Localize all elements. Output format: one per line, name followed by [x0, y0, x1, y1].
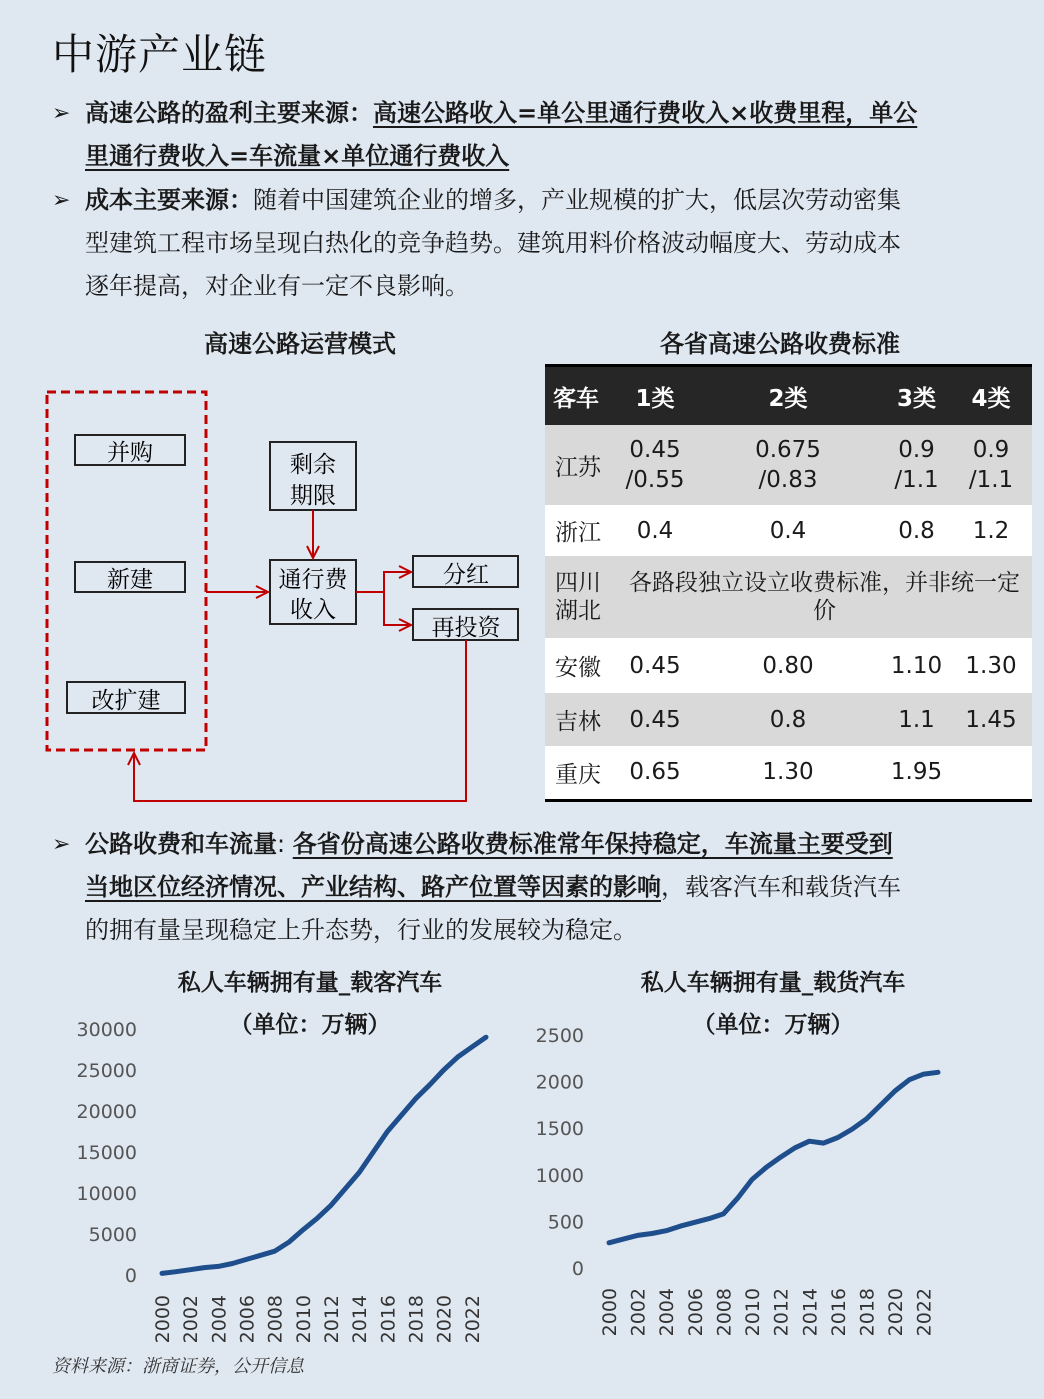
- y-tick-label: 2500: [535, 1025, 584, 1047]
- x-tick-label: 2010: [292, 1295, 315, 1344]
- page-title: 中游产业链: [52, 30, 268, 79]
- x-tick-label: 2004: [656, 1288, 679, 1337]
- header-vehicle: 客车: [545, 366, 617, 426]
- header-class-4: 4类: [950, 366, 1032, 426]
- box-merge-label: 并购: [107, 440, 153, 466]
- diagram-title: 高速公路运营模式: [204, 330, 396, 358]
- cell: 0.9 /1.1: [950, 425, 1032, 505]
- cell: 0.8: [883, 505, 950, 556]
- header-class-1: 1类: [617, 366, 693, 426]
- box-new-build-label: 新建: [107, 567, 153, 593]
- bullet-toll-traffic: [52, 823, 982, 952]
- table-row: [545, 638, 1032, 693]
- x-tick-label: 2008: [713, 1288, 736, 1337]
- cell: 1.30: [693, 746, 883, 800]
- y-tick-label: 2000: [535, 1071, 584, 1094]
- box-toll-income-label-1: 通行费: [278, 567, 348, 593]
- table-title: 各省高速公路收费标准: [660, 330, 900, 358]
- source-note: 资料来源：浙商证券，公开信息: [52, 1356, 304, 1377]
- x-tick-label: 2004: [208, 1295, 231, 1344]
- x-tick-label: 2016: [827, 1288, 850, 1337]
- cell: 0.675 /0.83: [693, 425, 883, 505]
- y-tick-label: 1000: [535, 1164, 584, 1187]
- chart2-subtitle: （单位：万辆）: [692, 1012, 854, 1038]
- table-row: [545, 505, 1032, 556]
- table-row: [545, 425, 1032, 505]
- chart1-title: 私人车辆拥有量_载客汽车: [177, 970, 443, 996]
- y-tick-label: 5000: [88, 1224, 137, 1246]
- bullet2-line3: 逐年提高，对企业有一定不良影响。: [85, 272, 469, 300]
- cell: 0.9 /1.1: [883, 425, 950, 505]
- x-tick-label: 2012: [770, 1288, 793, 1337]
- chart-cargo-vehicles: [530, 1010, 990, 1350]
- x-tick-label: 2020: [433, 1295, 456, 1344]
- row-province: 浙江: [545, 505, 617, 556]
- y-tick-label: 1500: [535, 1118, 584, 1141]
- cell: 0.45 /0.55: [617, 425, 693, 505]
- bullet1-line1: 高速公路收入=单公里通行费收入×收费里程，单公: [373, 99, 918, 127]
- y-tick-label: 0: [124, 1265, 137, 1287]
- series-line: [162, 1037, 486, 1273]
- cell: 0.4: [693, 505, 883, 556]
- arrow-bullet-icon: ➢: [52, 101, 71, 126]
- x-tick-label: 2010: [742, 1288, 765, 1337]
- table-row: [545, 746, 1032, 800]
- box-remaining-term-label-2: 期限: [290, 483, 336, 509]
- x-tick-label: 2002: [180, 1295, 203, 1344]
- bullet-cost-source: [52, 179, 982, 308]
- bullet3-line2: 当地区位经济情况、产业结构、路产位置等因素的影响: [85, 873, 661, 901]
- cell: 1.10: [883, 638, 950, 693]
- chart-passenger-vehicles: [60, 1010, 510, 1350]
- cell: 1.2: [950, 505, 1032, 556]
- table-row: [545, 556, 1032, 638]
- x-tick-label: 2018: [405, 1295, 428, 1344]
- cell: 1.45: [950, 693, 1032, 746]
- bullet3-lead: 公路收费和车流量: [85, 830, 277, 858]
- cell: 1.30: [950, 638, 1032, 693]
- header-class-2: 2类: [693, 366, 883, 426]
- table-row: [545, 693, 1032, 746]
- merged-cell: 各路段独立设立收费标准，并非统一定价: [617, 556, 1032, 638]
- x-tick-label: 2018: [856, 1288, 879, 1337]
- box-dividend-label: 分红: [443, 562, 489, 588]
- row-province: 安徽: [545, 638, 617, 693]
- row-province: 重庆: [545, 746, 617, 800]
- operation-mode-diagram: [0, 380, 540, 810]
- bullet2-lead: 成本主要来源：: [85, 186, 253, 214]
- cell: 0.4: [617, 505, 693, 556]
- y-tick-label: 30000: [76, 1019, 137, 1041]
- bullet1-line2: 里通行费收入=车流量×单位通行费收入: [85, 142, 510, 170]
- x-tick-label: 2000: [152, 1295, 174, 1344]
- cell: 0.45: [617, 638, 693, 693]
- bullet3-line2-rest: ，载客汽车和载货汽车: [661, 873, 901, 901]
- cell: 0.65: [617, 746, 693, 800]
- bullet1-lead: 高速公路的盈利主要来源：: [85, 99, 373, 127]
- y-tick-label: 500: [547, 1211, 584, 1234]
- x-tick-label: 2022: [913, 1288, 936, 1337]
- bullet3-sep: :: [277, 830, 286, 858]
- row-province: 吉林: [545, 693, 617, 746]
- arrow-bullet-icon: ➢: [52, 188, 71, 213]
- chart2-title: 私人车辆拥有量_载货汽车: [640, 970, 906, 996]
- bullet-profit-source: [52, 92, 982, 178]
- cell: 1.1: [883, 693, 950, 746]
- box-expand-label: 改扩建: [91, 688, 161, 714]
- y-tick-label: 0: [571, 1258, 584, 1280]
- x-tick-label: 2006: [684, 1288, 707, 1337]
- box-reinvest-label: 再投资: [431, 615, 501, 641]
- bullet2-line2: 型建筑工程市场呈现白热化的竞争趋势。建筑用料价格波动幅度大、劳动成本: [85, 229, 901, 257]
- bullet3-line3: 的拥有量呈现稳定上升态势，行业的发展较为稳定。: [85, 916, 637, 944]
- box-toll-income-label-2: 收入: [290, 597, 336, 623]
- chart1-subtitle: （单位：万辆）: [229, 1012, 391, 1038]
- y-tick-label: 10000: [76, 1183, 137, 1205]
- x-tick-label: 2022: [461, 1295, 484, 1344]
- x-tick-label: 2014: [799, 1288, 822, 1337]
- cell: 0.8: [693, 693, 883, 746]
- x-tick-label: 2006: [236, 1295, 259, 1344]
- cell: [950, 746, 1032, 800]
- arrow-reinvest-loop: [134, 640, 466, 801]
- row-province: 四川 湖北: [545, 556, 617, 638]
- table-header-row: [545, 366, 1032, 426]
- y-tick-label: 25000: [76, 1060, 137, 1082]
- x-tick-label: 2016: [377, 1295, 400, 1344]
- bullet3-line1: 各省份高速公路收费标准常年保持稳定，车流量主要受到: [292, 830, 893, 858]
- cell: 1.95: [883, 746, 950, 800]
- x-tick-label: 2002: [627, 1288, 650, 1337]
- y-tick-label: 15000: [76, 1142, 137, 1164]
- arrow-bullet-icon: ➢: [52, 832, 71, 857]
- arrow-income-to-reinvest: [384, 592, 411, 625]
- header-class-3: 3类: [883, 366, 950, 426]
- x-tick-label: 2012: [321, 1295, 344, 1344]
- cell: 0.45: [617, 693, 693, 746]
- row-province: 江苏: [545, 425, 617, 505]
- y-tick-label: 20000: [76, 1101, 137, 1123]
- x-tick-label: 2000: [599, 1288, 621, 1337]
- cell: 0.80: [693, 638, 883, 693]
- arrow-income-to-dividend: [356, 572, 411, 592]
- x-tick-label: 2008: [264, 1295, 287, 1344]
- box-remaining-term-label-1: 剩余: [290, 452, 336, 478]
- bullet2-line1: 随着中国建筑企业的增多，产业规模的扩大，低层次劳动密集: [253, 186, 901, 214]
- toll-standard-table: [545, 364, 1032, 802]
- x-tick-label: 2020: [885, 1288, 908, 1337]
- series-line: [609, 1072, 938, 1243]
- x-tick-label: 2014: [349, 1295, 372, 1344]
